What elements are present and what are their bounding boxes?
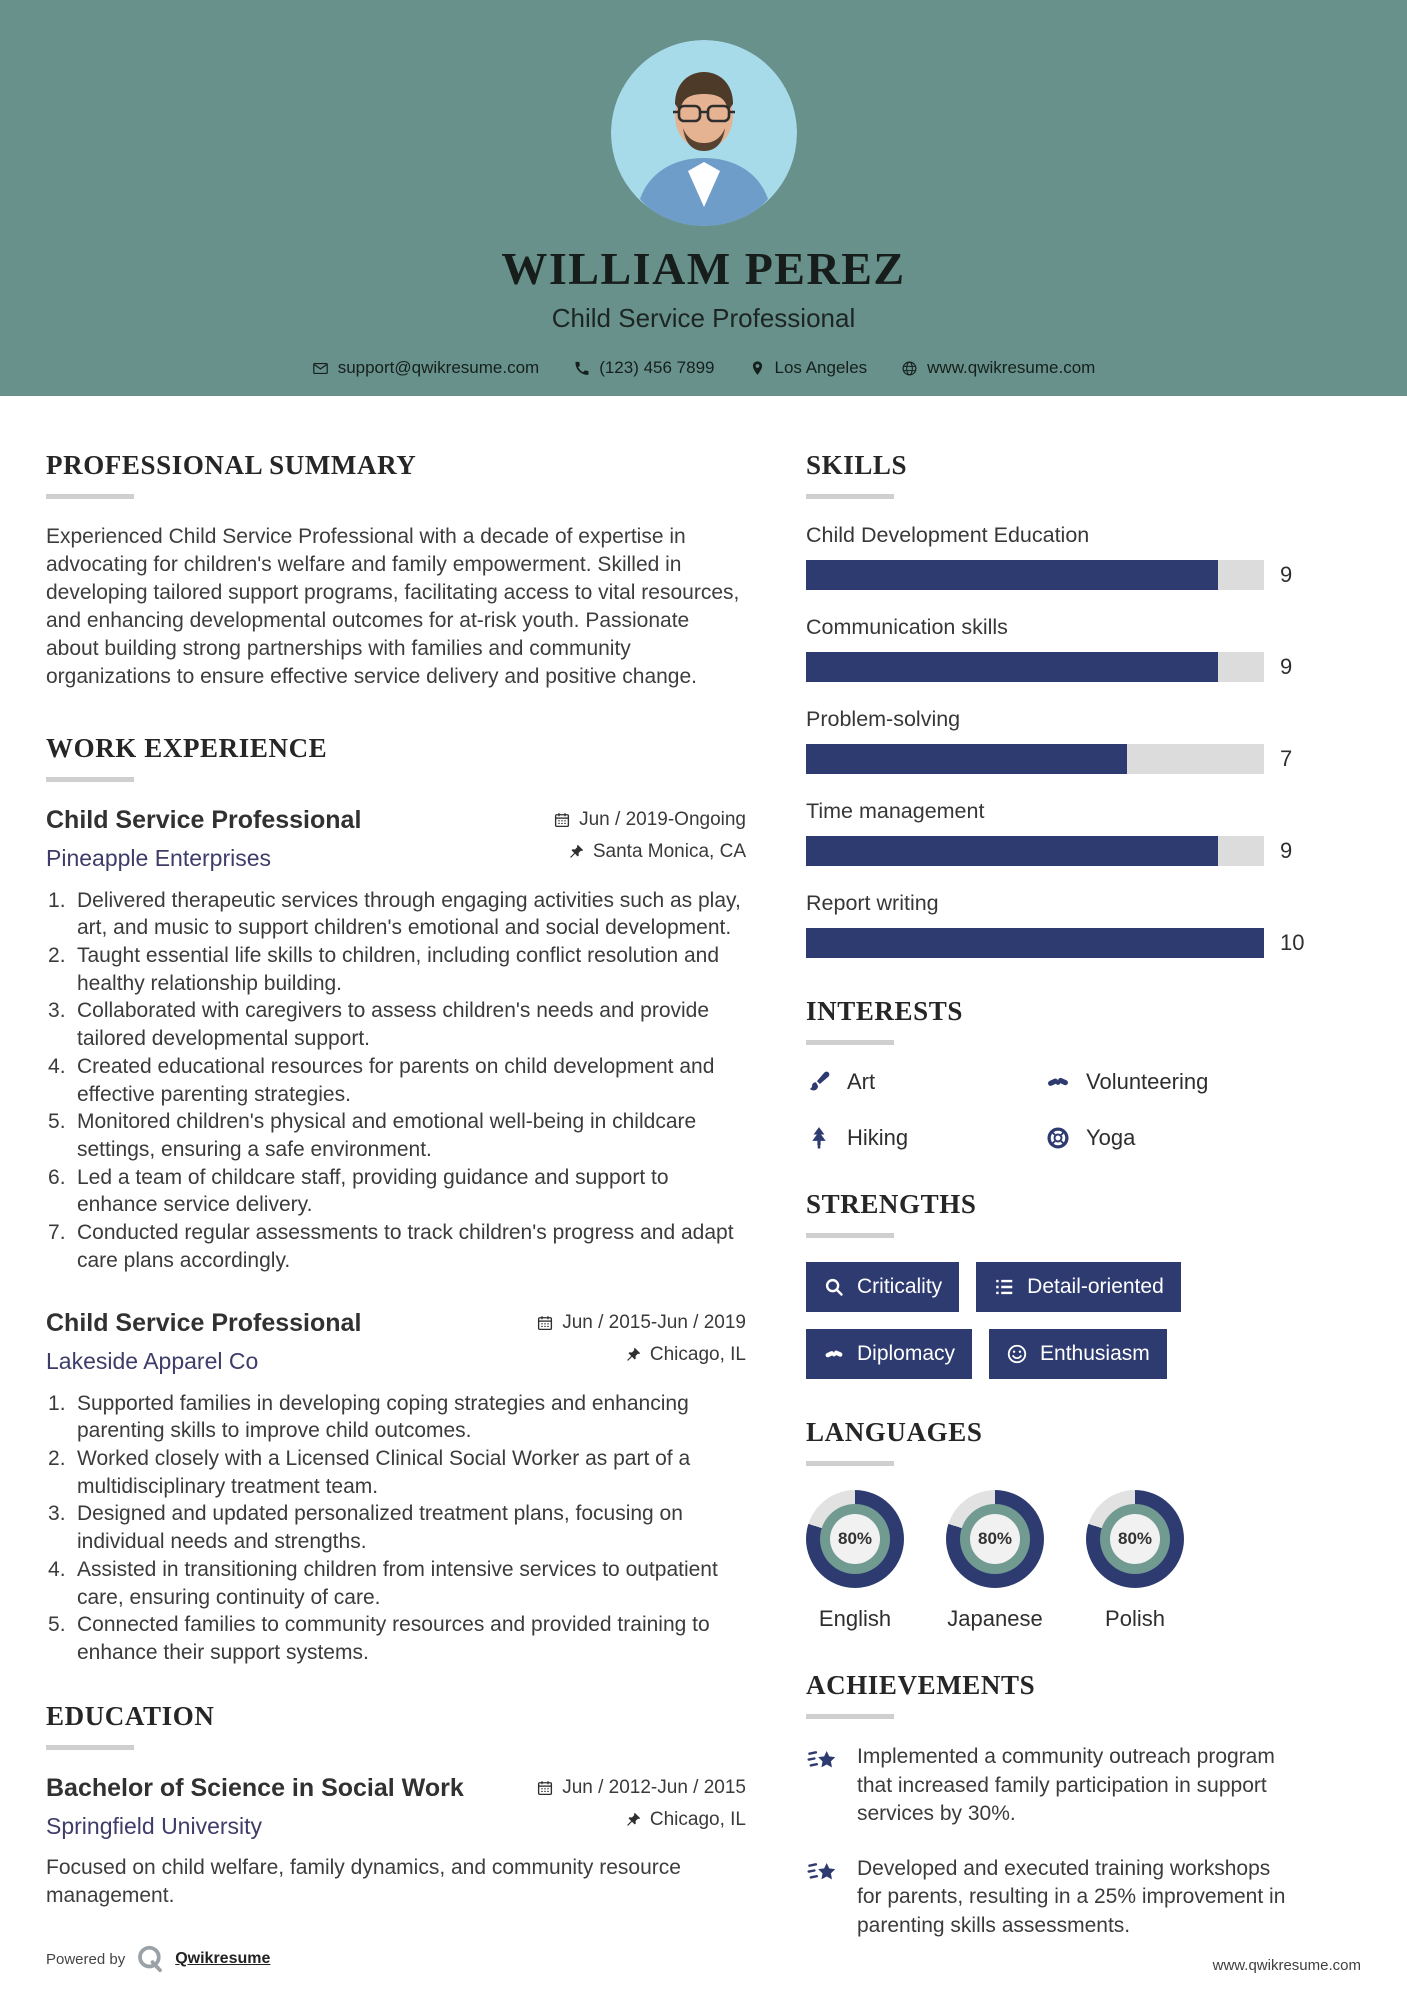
job-company: Lakeside Apparel Co (46, 1347, 259, 1374)
education-date: Jun / 2012-Jun / 2015 (562, 1776, 746, 1798)
skill-name: Child Development Education (806, 523, 1090, 547)
strengths-section (806, 1189, 1361, 1379)
work-heading: WORK EXPERIENCE (46, 732, 328, 763)
interests-heading: INTERESTS (806, 996, 963, 1026)
skill-item (806, 891, 1361, 958)
degree-title: Bachelor of Science in Social Work (46, 1773, 464, 1802)
pushpin-icon (624, 1346, 642, 1364)
avatar (611, 40, 797, 226)
section-underline (46, 494, 134, 499)
interest-label: Hiking (847, 1125, 909, 1150)
education-heading: EDUCATION (46, 1700, 215, 1731)
skill-level: 10 (1280, 930, 1305, 955)
calendar-icon (536, 1314, 554, 1332)
skill-name: Communication skills (806, 615, 1008, 639)
job-bullet: Led a team of childcare staff, providing guidance and support to enhance service delivery. (77, 1165, 669, 1217)
job-meta (536, 1309, 746, 1366)
strength-pill (989, 1329, 1167, 1379)
skill-bar-track (806, 560, 1264, 590)
interests-section (806, 996, 1361, 1151)
section-underline (806, 1233, 894, 1238)
job-entry (46, 1309, 746, 1667)
interest-item (806, 1125, 1037, 1151)
contact-text: support@qwikresume.com (337, 358, 540, 377)
skill-item (806, 523, 1361, 590)
job-list (46, 806, 746, 1667)
right-column (806, 450, 1361, 1978)
job-bullet: Designed and updated personalized treatment plans, focusing on individual needs and strengths. (77, 1502, 683, 1554)
interest-list (806, 1069, 1276, 1151)
language-donut-chart (946, 1490, 1044, 1588)
language-percent: 80% (970, 1514, 1020, 1564)
strength-pill (806, 1329, 972, 1379)
job-meta (553, 806, 746, 863)
job-bullet: Created educational resources for parents on child development and effective parenting strategies. (77, 1054, 715, 1106)
header (0, 0, 1407, 396)
job-bullet: Supported families in developing coping strategies and enhancing parenting skills to improve child outcomes. (77, 1391, 689, 1443)
qwikresume-link[interactable]: Qwikresume (175, 1950, 271, 1967)
achievements-section (806, 1670, 1361, 1940)
skill-name: Time management (806, 799, 985, 823)
strength-label: Enthusiasm (1040, 1342, 1150, 1365)
strength-label: Detail-oriented (1027, 1275, 1164, 1298)
education-description: Focused on child welfare, family dynamics, and community resource management. (46, 1855, 681, 1907)
handshake-icon (1045, 1069, 1071, 1095)
language-percent: 80% (830, 1514, 880, 1564)
section-underline (806, 1040, 894, 1045)
strength-pill (976, 1262, 1181, 1312)
job-header (46, 806, 746, 872)
language-item (806, 1490, 904, 1632)
skill-bar-fill (806, 928, 1264, 958)
skill-bar-track (806, 744, 1264, 774)
envelope-icon (312, 360, 329, 377)
language-percent: 80% (1110, 1514, 1160, 1564)
powered-by (46, 1944, 270, 1974)
contact-item (749, 358, 868, 378)
achievement-item (806, 1743, 1294, 1829)
language-name: Japanese (947, 1606, 1043, 1631)
job-bullet: Monitored children's physical and emotional well-being in childcare settings, ensuring a safe environment. (77, 1110, 697, 1161)
skill-bar-track (806, 928, 1264, 958)
contact-item (312, 358, 540, 378)
skill-name: Report writing (806, 891, 939, 915)
summary-heading: PROFESSIONAL SUMMARY (46, 450, 417, 480)
shooting-star-icon (806, 1857, 842, 1893)
job-title: Child Service Professional (46, 1308, 362, 1337)
list-icon (993, 1276, 1015, 1298)
strength-list (806, 1262, 1236, 1379)
education-section (46, 1701, 746, 1910)
interest-label: Art (847, 1069, 876, 1094)
job-bullet: Assisted in transitioning children from intensive services to outpatient care, ensuring continuity of care. (77, 1557, 718, 1609)
skill-level: 9 (1280, 654, 1293, 679)
skill-name: Problem-solving (806, 707, 961, 731)
skill-bar-fill (806, 836, 1218, 866)
phone-icon (573, 360, 590, 377)
language-name: Polish (1105, 1606, 1165, 1631)
achievements-heading: ACHIEVEMENTS (806, 1670, 1036, 1700)
search-icon (823, 1276, 845, 1298)
skill-item (806, 707, 1361, 774)
interest-item (806, 1069, 1037, 1095)
job-bullet: Connected families to community resources and provided training to enhance their support systems. (77, 1613, 710, 1665)
work-experience-section (46, 733, 746, 1667)
skill-item (806, 615, 1361, 682)
skill-item (806, 799, 1361, 866)
contact-item (901, 358, 1095, 378)
job-bullet: Delivered therapeutic services through engaging activities such as play, art, and music to support children's emotional and social development. (77, 888, 741, 940)
achievement-item (806, 1855, 1294, 1941)
job-bullet: Collaborated with caregivers to assess children's needs and provide tailored developmental support. (77, 999, 710, 1051)
job-bullet: Worked closely with a Licensed Clinical Social Worker as part of a multidisciplinary treatment team. (77, 1447, 691, 1498)
education-header (46, 1774, 746, 1840)
pushpin-icon (567, 843, 585, 861)
pushpin-icon (624, 1811, 642, 1829)
person-title: Child Service Professional (551, 303, 856, 333)
job-title: Child Service Professional (46, 805, 362, 834)
contact-item (573, 358, 714, 378)
job-bullet: Taught essential life skills to children, including conflict resolution and healthy relationship building. (77, 943, 720, 995)
lifebuoy-icon (1045, 1125, 1071, 1151)
footer (46, 1944, 1361, 1974)
skills-section (806, 450, 1361, 958)
person-name: WILLIAM PEREZ (501, 243, 906, 294)
smiley-icon (1006, 1343, 1028, 1365)
powered-by-label: Powered by (46, 1950, 126, 1968)
section-underline (806, 1714, 894, 1719)
contact-text: Los Angeles (774, 358, 868, 377)
strength-pill (806, 1262, 959, 1312)
languages-heading: LANGUAGES (806, 1417, 983, 1447)
summary-text: Experienced Child Service Professional with a decade of expertise in advocating for children's welfare and family empowerment. Skilled in developing tailored support programs, facilitating access to vital resources, and enhancing developmental outcomes for at-risk youth. Passionate about building strong partnerships with families and community organizations to ensure effective service delivery and positive change. (46, 525, 740, 688)
strength-label: Diplomacy (857, 1342, 956, 1365)
skill-bar-fill (806, 652, 1218, 682)
avatar-illustration (611, 40, 797, 226)
handshake-icon (823, 1343, 845, 1365)
education-meta (536, 1774, 746, 1831)
skill-list (806, 523, 1361, 958)
language-donut-chart (806, 1490, 904, 1588)
job-location: Chicago, IL (649, 1343, 746, 1365)
education-location: Chicago, IL (649, 1808, 746, 1830)
tree-icon (806, 1125, 832, 1151)
map-pin-icon (749, 360, 766, 377)
job-bullets (46, 1390, 746, 1667)
skill-bar-track (806, 836, 1264, 866)
paintbrush-icon (806, 1069, 832, 1095)
skill-bar-track (806, 652, 1264, 682)
interest-label: Volunteering (1086, 1069, 1209, 1094)
section-underline (46, 777, 134, 782)
globe-icon (901, 360, 918, 377)
strengths-heading: STRENGTHS (806, 1189, 977, 1219)
job-header (46, 1309, 746, 1375)
achievement-text: Implemented a community outreach program that increased family participation in support services by 30%. (857, 1745, 1275, 1826)
resume-body (0, 396, 1407, 1978)
job-date: Jun / 2019-Ongoing (579, 808, 746, 830)
language-donut-chart (1086, 1490, 1184, 1588)
skill-level: 9 (1280, 838, 1293, 863)
achievement-list (806, 1743, 1361, 1940)
language-name: English (818, 1606, 892, 1631)
job-date: Jun / 2015-Jun / 2019 (562, 1311, 746, 1333)
job-company: Pineapple Enterprises (46, 844, 272, 871)
job-bullets (46, 887, 746, 1275)
interest-item (1045, 1125, 1276, 1151)
achievement-text: Developed and executed training workshops for parents, resulting in a 25% improvement in parenting skills assessments. (857, 1856, 1286, 1937)
languages-section (806, 1417, 1361, 1632)
strength-label: Criticality (857, 1275, 943, 1298)
language-list (806, 1490, 1361, 1632)
skill-level: 9 (1280, 562, 1293, 587)
footer-website: www.qwikresume.com (1212, 1957, 1361, 1974)
section-underline (46, 1745, 134, 1750)
shooting-star-icon (806, 1745, 842, 1781)
calendar-icon (536, 1779, 554, 1797)
job-location: Santa Monica, CA (592, 840, 746, 862)
left-column (46, 450, 806, 1978)
section-underline (806, 494, 894, 499)
section-underline (806, 1461, 894, 1466)
school-name: Springfield University (46, 1812, 263, 1839)
skill-level: 7 (1280, 746, 1293, 771)
skill-bar-fill (806, 744, 1127, 774)
job-entry (46, 806, 746, 1275)
contact-text: www.qwikresume.com (927, 358, 1096, 377)
skill-bar-fill (806, 560, 1218, 590)
job-bullet: Conducted regular assessments to track children's progress and adapt care plans accordingly. (77, 1221, 734, 1272)
skills-heading: SKILLS (806, 450, 908, 480)
interest-item (1045, 1069, 1276, 1095)
q-logo-icon (135, 1944, 165, 1974)
calendar-icon (553, 811, 571, 829)
contact-text: (123) 456 7899 (599, 358, 715, 377)
language-item (1086, 1490, 1184, 1632)
contact-row (312, 358, 1096, 378)
interest-label: Yoga (1086, 1125, 1136, 1150)
language-item (946, 1490, 1044, 1632)
